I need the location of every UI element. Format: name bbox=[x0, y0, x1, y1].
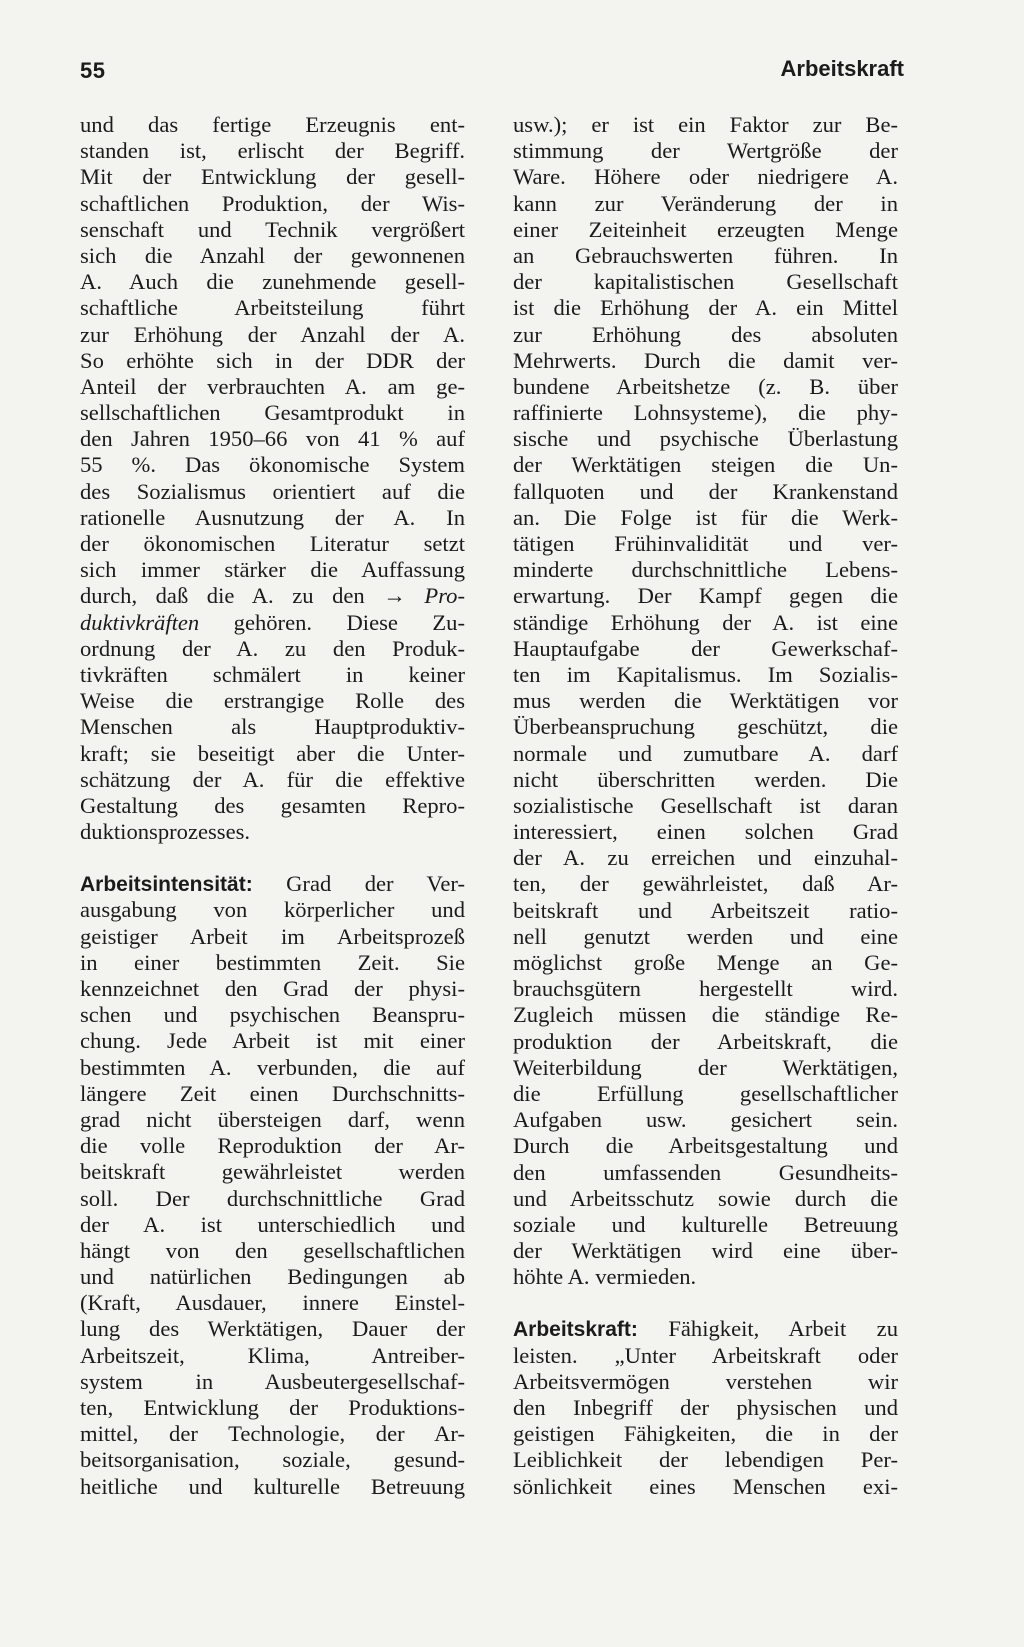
text-line: beitsorganisation, soziale, gesund- bbox=[80, 1447, 465, 1473]
text-line: nell genutzt werden und eine bbox=[513, 923, 898, 949]
text-line: rationelle Ausnutzung der A. In bbox=[80, 504, 465, 530]
text-line: heitliche und kulturelle Betreuung bbox=[80, 1473, 465, 1499]
text-line: Menschen als Hauptproduktiv- bbox=[80, 714, 465, 740]
text-line: Hauptaufgabe der Gewerkschaf- bbox=[513, 635, 898, 661]
text-line: senschaft und Technik vergrößert bbox=[80, 216, 465, 242]
text-line: in einer bestimmten Zeit. Sie bbox=[80, 949, 465, 975]
text-line: Weise die erstrangige Rolle des bbox=[80, 688, 465, 714]
text-line: möglichst große Menge an Ge- bbox=[513, 950, 898, 975]
text-line: soll. Der durchschnittliche Grad bbox=[80, 1185, 465, 1211]
text-line: geistigen Fähigkeiten, die in der bbox=[513, 1421, 898, 1447]
text-line: kennzeichnet den Grad der physi- bbox=[80, 976, 465, 1001]
text-line: Überbeanspruchung geschützt, die bbox=[513, 714, 898, 740]
text-line: Gestaltung des gesamten Repro- bbox=[80, 792, 465, 818]
text-line: kraft; sie beseitigt aber die Unter- bbox=[80, 740, 465, 766]
text-line: den Jahren 1950–66 von 41 % auf bbox=[80, 426, 465, 452]
entry-headword: Arbeitsintensität: bbox=[80, 873, 253, 897]
entry-headword: Arbeitskraft: bbox=[513, 1318, 638, 1342]
text-fragment: Fähigkeit, Arbeit zu bbox=[668, 1316, 898, 1342]
text-line: raffinierte Lohnsysteme), die phy- bbox=[513, 400, 898, 426]
text-line: mittel, der Technologie, der Ar- bbox=[80, 1421, 465, 1447]
text-line: und Arbeitsschutz sowie durch die bbox=[513, 1185, 898, 1211]
text-line: die Erfüllung gesellschaftlicher bbox=[513, 1080, 898, 1106]
text-line: Weiterbildung der Werktätigen, bbox=[513, 1054, 898, 1080]
text-line: höhte A. vermieden. bbox=[513, 1264, 697, 1290]
text-line: hängt von den gesellschaftlichen bbox=[80, 1237, 465, 1263]
text-line: zur Erhöhung des absoluten bbox=[513, 321, 898, 347]
reference-arrow-icon: → bbox=[383, 583, 406, 609]
text-line: und das fertige Erzeugnis ent- bbox=[80, 112, 465, 137]
text-line: sönlichkeit eines Menschen exi- bbox=[513, 1473, 898, 1499]
text-line: Ware. Höhere oder niedrigere A. bbox=[513, 164, 898, 190]
text-line: ausgabung von körperlicher und bbox=[80, 897, 465, 923]
text-fragment: gehören. Diese Zu- bbox=[233, 609, 465, 635]
text-line: der kapitalistischen Gesellschaft bbox=[513, 269, 898, 295]
text-line: schätzung der A. für die effektive bbox=[80, 766, 465, 792]
text-line-with-reference bbox=[80, 610, 465, 636]
text-line: der A. zu erreichen und einzuhal- bbox=[513, 845, 898, 871]
text-line: den Inbegriff der physischen und bbox=[513, 1395, 898, 1420]
text-line-with-reference bbox=[80, 583, 465, 609]
text-line: Zugleich müssen die ständige Re- bbox=[513, 1002, 898, 1028]
cross-reference[interactable]: duktivkräften bbox=[80, 609, 200, 635]
text-line: lung des Werktätigen, Dauer der bbox=[80, 1316, 465, 1342]
running-head: Arbeitskraft bbox=[780, 56, 904, 81]
text-line: schen und psychischen Beanspru- bbox=[80, 1002, 465, 1028]
text-line: sozialistische Gesellschaft ist daran bbox=[513, 792, 898, 818]
text-line: sische und psychische Überlastung bbox=[513, 426, 898, 452]
text-line: 55 %. Das ökonomische System bbox=[80, 452, 465, 478]
text-line: interessiert, einen solchen Grad bbox=[513, 819, 898, 845]
text-line: ten, Entwicklung der Produktions- bbox=[80, 1395, 465, 1420]
text-line: bestimmten A. verbunden, die auf bbox=[80, 1054, 465, 1080]
text-line: erwartung. Der Kampf gegen die bbox=[513, 583, 898, 609]
text-line: brauchsgütern hergestellt wird. bbox=[513, 976, 898, 1002]
right-column bbox=[513, 112, 898, 1500]
text-line: Arbeitsvermögen verstehen wir bbox=[513, 1368, 898, 1394]
text-line: standen ist, erlischt der Begriff. bbox=[80, 138, 465, 164]
text-line: einer Zeiteinheit erzeugten Menge bbox=[513, 216, 898, 242]
text-line: ständige Erhöhung der A. ist eine bbox=[513, 609, 898, 635]
text-line: den umfassenden Gesundheits- bbox=[513, 1159, 898, 1185]
left-column bbox=[80, 112, 465, 1500]
entry-first-line bbox=[80, 871, 465, 897]
entry-gap bbox=[513, 1290, 898, 1316]
text-line: des Sozialismus orientiert auf die bbox=[80, 478, 465, 504]
text-line: längere Zeit einen Durchschnitts- bbox=[80, 1080, 465, 1106]
text-line: chung. Jede Arbeit ist mit einer bbox=[80, 1028, 465, 1054]
text-line: soziale und kulturelle Betreuung bbox=[513, 1211, 898, 1237]
text-line: stimmung der Wertgröße der bbox=[513, 138, 898, 164]
text-line: bundene Arbeitshetze (z. B. über bbox=[513, 373, 898, 399]
text-line: system in Ausbeutergesellschaf- bbox=[80, 1368, 465, 1394]
text-line: usw.); er ist ein Faktor zur Be- bbox=[513, 112, 898, 137]
text-line: minderte durchschnittliche Lebens- bbox=[513, 557, 898, 583]
text-line: Aufgaben usw. gesichert sein. bbox=[513, 1107, 898, 1133]
text-line: schaftlichen Produktion, der Wis- bbox=[80, 190, 465, 216]
text-line: sellschaftlichen Gesamtprodukt in bbox=[80, 400, 465, 426]
text-line: Durch die Arbeitsgestaltung und bbox=[513, 1133, 898, 1159]
text-line: zur Erhöhung der Anzahl der A. bbox=[80, 321, 465, 347]
text-line: Mit der Entwicklung der gesell- bbox=[80, 164, 465, 190]
text-fragment: durch, daß die A. zu den bbox=[80, 583, 365, 609]
text-line: duktionsprozesses. bbox=[80, 819, 251, 845]
text-line: A. Auch die zunehmende gesell- bbox=[80, 269, 465, 295]
text-line: tätigen Frühinvalidität und ver- bbox=[513, 531, 898, 556]
text-line: die volle Reproduktion der Ar- bbox=[80, 1133, 465, 1159]
text-line: geistiger Arbeit im Arbeitsprozeß bbox=[80, 923, 465, 949]
text-line: Leiblichkeit der lebendigen Per- bbox=[513, 1447, 898, 1473]
text-line: Anteil der verbrauchten A. am ge- bbox=[80, 373, 465, 399]
text-line: Mehrwerts. Durch die damit ver- bbox=[513, 347, 898, 373]
entry-gap bbox=[80, 845, 465, 871]
text-line: (Kraft, Ausdauer, innere Einstel- bbox=[80, 1290, 465, 1316]
text-line: schaftliche Arbeitsteilung führt bbox=[80, 295, 465, 321]
text-line: ist die Erhöhung der A. ein Mittel bbox=[513, 295, 898, 321]
text-line: sich immer stärker die Auffassung bbox=[80, 557, 465, 583]
text-line: an Gebrauchswerten führen. In bbox=[513, 242, 898, 268]
text-line: ordnung der A. zu den Produk- bbox=[80, 635, 465, 661]
text-line: mus werden die Werktätigen vor bbox=[513, 688, 898, 714]
text-line: produktion der Arbeitskraft, die bbox=[513, 1028, 898, 1054]
text-line: ten im Kapitalismus. Im Sozialis- bbox=[513, 661, 898, 687]
cross-reference[interactable]: Pro- bbox=[424, 583, 465, 609]
text-line: ten, der gewährleistet, daß Ar- bbox=[513, 871, 898, 897]
text-line: kann zur Veränderung der in bbox=[513, 190, 898, 216]
text-line: der ökonomischen Literatur setzt bbox=[80, 531, 465, 556]
text-line: grad nicht übersteigen darf, wenn bbox=[80, 1106, 465, 1132]
text-line: sich die Anzahl der gewonnenen bbox=[80, 242, 465, 268]
page-number: 55 bbox=[80, 58, 106, 83]
text-line: und natürlichen Bedingungen ab bbox=[80, 1264, 465, 1290]
text-line: nicht überschritten werden. Die bbox=[513, 766, 898, 792]
text-line: der Werktätigen steigen die Un- bbox=[513, 452, 898, 478]
text-line: fallquoten und der Krankenstand bbox=[513, 478, 898, 504]
text-line: leisten. „Unter Arbeitskraft oder bbox=[513, 1342, 898, 1368]
text-line: normale und zumutbare A. darf bbox=[513, 740, 898, 766]
text-line: Arbeitszeit, Klima, Antreiber- bbox=[80, 1342, 465, 1368]
text-line: an. Die Folge ist für die Werk- bbox=[513, 504, 898, 530]
text-line: beitskraft gewährleistet werden bbox=[80, 1159, 465, 1185]
text-line: beitskraft und Arbeitszeit ratio- bbox=[513, 897, 898, 923]
text-line: tivkräften schmälert in keiner bbox=[80, 661, 465, 687]
text-fragment: Grad der Ver- bbox=[286, 871, 465, 897]
entry-first-line bbox=[513, 1316, 898, 1342]
text-line: der Werktätigen wird eine über- bbox=[513, 1238, 898, 1264]
text-line: So erhöhte sich in der DDR der bbox=[80, 347, 465, 373]
text-line: der A. ist unterschiedlich und bbox=[80, 1211, 465, 1237]
